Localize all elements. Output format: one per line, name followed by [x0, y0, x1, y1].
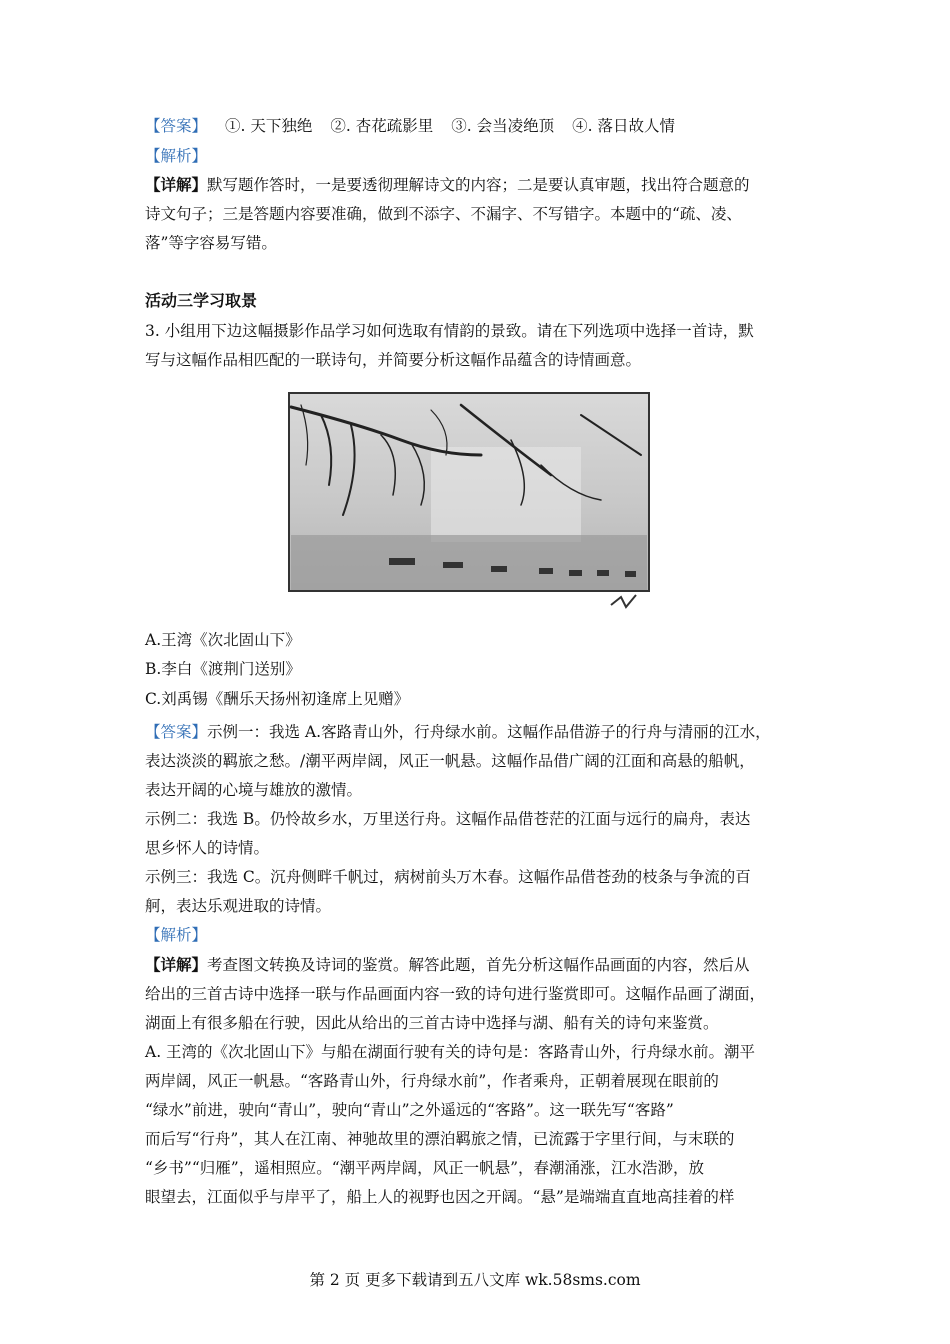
answer-tag: 【答案】 — [145, 723, 208, 741]
detail1-line — [145, 174, 750, 196]
option-c: C.刘禹锡《酬乐天扬州初逢席上见赠》 — [145, 690, 410, 708]
photograph-image — [281, 385, 655, 625]
answer3-line — [145, 721, 771, 743]
question-line: 写与这幅作品相匹配的一联诗句，并简要分析这幅作品蕴含的诗情画意。 — [145, 351, 642, 369]
answer-item: ③. 会当凌绝顶 — [451, 117, 555, 135]
paragraph-line: 给出的三首古诗中选择一联与作品画面内容一致的诗句进行鉴赏即可。这幅作品画了湖面， — [145, 985, 766, 1003]
answer-item: ②. 杏花疏影里 — [330, 117, 434, 135]
page-footer: 第 2 页 更多下载请到五八文库 wk.58sms.com — [309, 1271, 641, 1289]
paragraph-line: “绿水”前进，驶向“青山”，驶向“青山”之外遥远的“客路”。这一联先写“客路” — [145, 1101, 674, 1119]
answer-item: ④. 落日故人情 — [572, 117, 675, 135]
answer-tag: 【答案】 — [145, 117, 208, 135]
paragraph-line: 落”等字容易写错。 — [145, 234, 277, 252]
answer-item: ①. 天下独绝 — [225, 117, 313, 135]
analysis-tag: 【解析】 — [145, 926, 208, 944]
detail-tag: 【详解】 — [145, 955, 208, 974]
paragraph-line: 两岸阔，风正一帆悬。“客路青山外，行舟绿水前”，作者乘舟，正朝着展现在眼前的 — [145, 1072, 719, 1090]
section-title: 活动三学习取景 — [145, 291, 258, 310]
paragraph-text: 示例一：我选 A.客路青山外，行舟绿水前。这幅作品借游子的行舟与清丽的江水， — [207, 723, 771, 741]
paragraph-line: 而后写“行舟”，其人在江南、神驰故里的漂泊羁旅之情，已流露于字里行间，与末联的 — [145, 1130, 735, 1148]
paragraph-line: 湖面上有很多船在行驶，因此从给出的三首古诗中选择与湖、船有关的诗句来鉴赏。 — [145, 1014, 719, 1032]
paragraph-line: 思乡怀人的诗情。 — [145, 839, 270, 857]
paragraph-line: 示例二：我选 B。仍怜故乡水，万里送行舟。这幅作品借苍茫的江面与远行的扁舟，表达 — [145, 810, 751, 828]
paragraph-line: 舸，表达乐观进取的诗情。 — [145, 897, 332, 915]
paragraph-line: “乡书”“归雁”，遥相照应。“潮平两岸阔，风正一帆悬”，春潮涌涨，江水浩渺，放 — [145, 1159, 705, 1177]
option-a: A.王湾《次北固山下》 — [145, 631, 301, 649]
paragraph-line: 诗文句子；三是答题内容要准确，做到不添字、不漏字、不写错字。本题中的“疏、凌、 — [145, 205, 742, 223]
paragraph-line: 表达开阔的心境与雄放的激情。 — [145, 781, 363, 799]
paragraph-text: 考查图文转换及诗词的鉴赏。解答此题，首先分析这幅作品画面的内容，然后从 — [207, 956, 750, 974]
paragraph-line: 眼望去，江面似乎与岸平了，船上人的视野也因之开阔。“悬”是端端直直地高挂着的样 — [145, 1188, 735, 1206]
detail3-line — [145, 954, 750, 976]
answer1-line — [145, 115, 675, 137]
question-line: 3. 小组用下边这幅摄影作品学习如何选取有情韵的景致。请在下列选项中选择一首诗，默 — [145, 322, 754, 340]
option-b: B.李白《渡荆门送别》 — [145, 660, 301, 678]
paragraph-line: 表达淡淡的羁旅之愁。/潮平两岸阔，风正一帆悬。这幅作品借广阔的江面和高悬的船帆， — [145, 752, 755, 770]
detail-tag: 【详解】 — [145, 175, 208, 194]
paragraph-text: 默写题作答时，一是要透彻理解诗文的内容；二是要认真审题，找出符合题意的 — [207, 176, 750, 194]
paragraph-line: A. 王湾的《次北固山下》与船在湖面行驶有关的诗句是：客路青山外，行舟绿水前。潮平 — [145, 1043, 756, 1061]
paragraph-line: 示例三：我选 C。沉舟侧畔千帆过，病树前头万木春。这幅作品借苍劲的枝条与争流的百 — [145, 868, 751, 886]
analysis-tag: 【解析】 — [145, 147, 208, 165]
